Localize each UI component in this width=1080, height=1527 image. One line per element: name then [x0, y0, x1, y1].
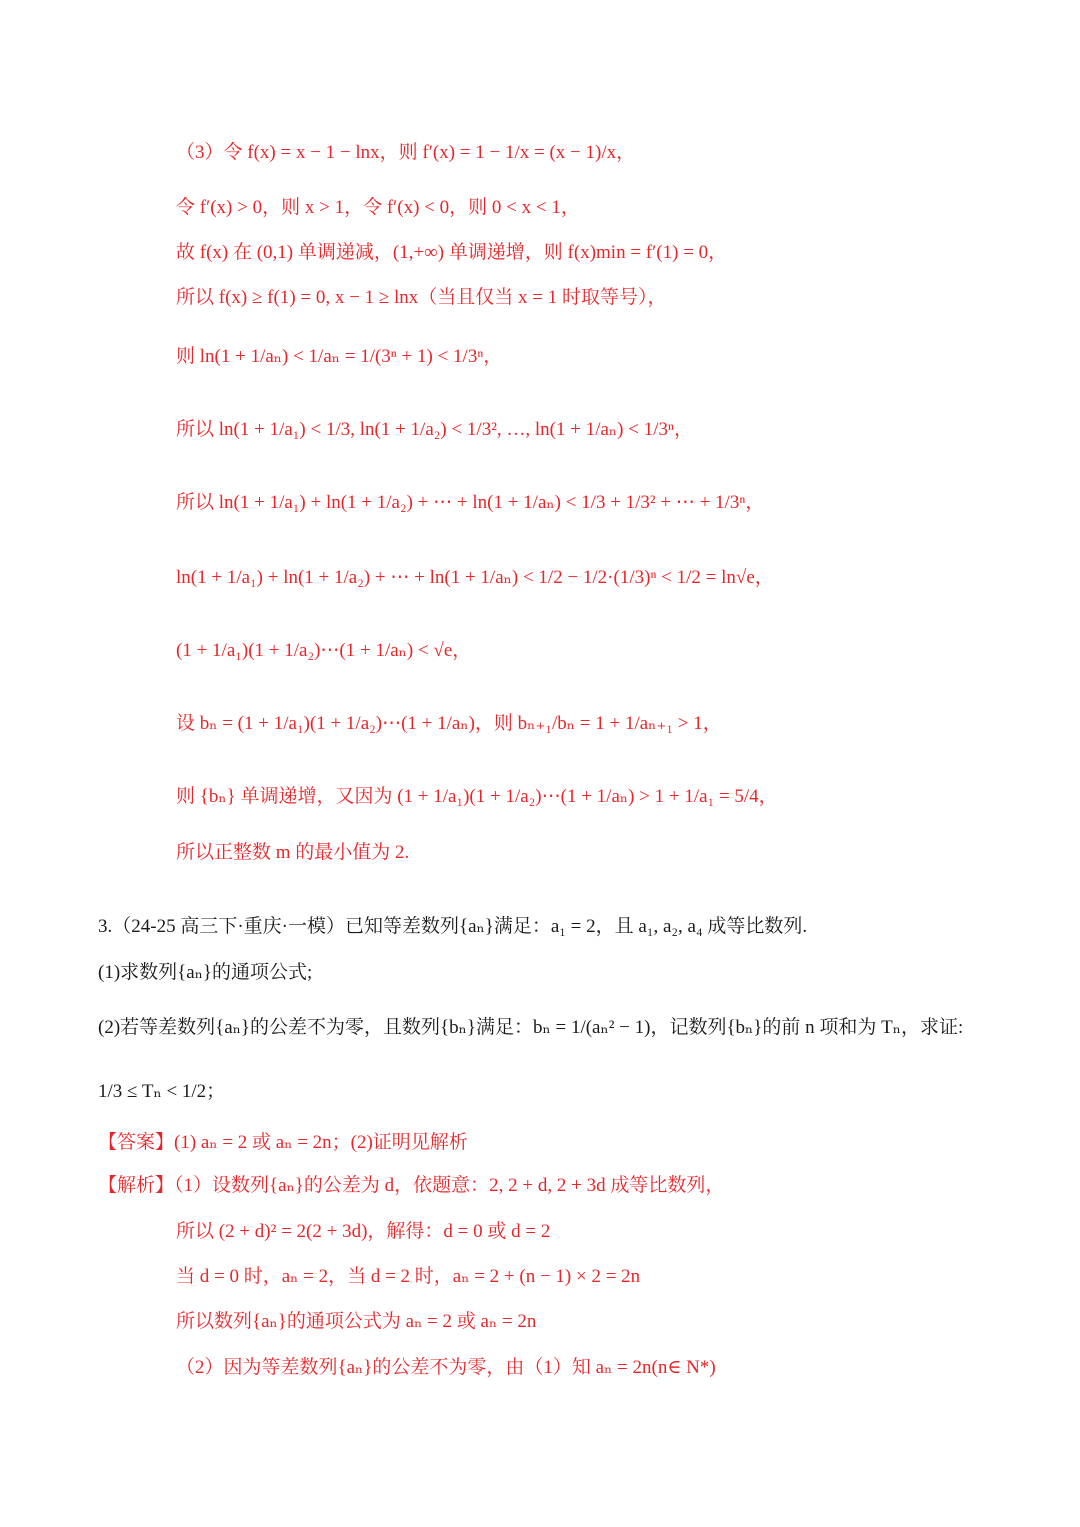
- solution-line-4: 所以 f(x) ≥ f(1) = 0, x − 1 ≥ lnx（当且仅当 x = 1 时取等号），: [176, 287, 667, 308]
- problem-question-1: (1)求数列{aₙ}的通项公式;: [98, 962, 313, 983]
- solution-line-3: 故 f(x) 在 (0,1) 单调递减，(1,+∞) 单调递增，则 f(x)min = f′(1) = 0，: [176, 242, 728, 263]
- analysis-line-2: 当 d = 0 时，aₙ = 2，当 d = 2 时，aₙ = 2 + (n − 1) × 2 = 2n: [176, 1266, 641, 1287]
- analysis-line-4: （2）因为等差数列{aₙ}的公差不为零，由（1）知 aₙ = 2n(n∈ N*): [176, 1357, 716, 1378]
- analysis-line-3: 所以数列{aₙ}的通项公式为 aₙ = 2 或 aₙ = 2n: [176, 1311, 537, 1332]
- analysis-first-line: [98, 1174, 724, 1198]
- problem-question-2: (2)若等差数列{aₙ}的公差不为零，且数列{bₙ}满足：bₙ = 1/(aₙ² − 1)，记数列{bₙ}的前 n 项和为 Tₙ，求证:: [98, 1017, 964, 1038]
- analysis-label: 【解析】: [98, 1175, 175, 1196]
- solution-line-2: 令 f′(x) > 0，则 x > 1，令 f′(x) < 0，则 0 < x < 1，: [176, 197, 580, 218]
- solution-line-8: ln(1 + 1/a₁) + ln(1 + 1/a₂) + ⋯ + ln(1 + 1/aₙ) < 1/2 − 1/2·(1/3)ⁿ < 1/2 = ln√e，: [176, 567, 774, 588]
- solution-line-7: 所以 ln(1 + 1/a₁) + ln(1 + 1/a₂) + ⋯ + ln(1 + 1/aₙ) < 1/3 + 1/3² + ⋯ + 1/3ⁿ，: [176, 492, 765, 513]
- analysis-first-text: （1）设数列{aₙ}的公差为 d，依题意：2, 2 + d, 2 + 3d 成等比数列，: [174, 1175, 725, 1196]
- analysis-line-1: 所以 (2 + d)² = 2(2 + 3d)，解得：d = 0 或 d = 2: [176, 1221, 551, 1242]
- solution-line-6: 所以 ln(1 + 1/a₁) < 1/3, ln(1 + 1/a₂) < 1/3², …, ln(1 + 1/aₙ) < 1/3ⁿ，: [176, 419, 693, 440]
- solution-line-11: 则 {bₙ} 单调递增，又因为 (1 + 1/a₁)(1 + 1/a₂)⋯(1 + 1/aₙ) > 1 + 1/a₁ = 5/4，: [176, 786, 778, 807]
- answer-label: 【答案】: [98, 1132, 175, 1153]
- answer-line: [98, 1131, 468, 1155]
- solution-line-9: (1 + 1/a₁)(1 + 1/a₂)⋯(1 + 1/aₙ) < √e，: [176, 640, 472, 661]
- problem-statement: 3.（24-25 高三下·重庆·一模）已知等差数列{aₙ}满足：a₁ = 2，且 a₁, a₂, a₄ 成等比数列.: [98, 916, 808, 937]
- solution-line-5: 则 ln(1 + 1/aₙ) < 1/aₙ = 1/(3ⁿ + 1) < 1/3ⁿ，: [176, 346, 503, 367]
- answer-text: (1) aₙ = 2 或 aₙ = 2n；(2)证明见解析: [174, 1132, 468, 1153]
- solution-line-10: 设 bₙ = (1 + 1/a₁)(1 + 1/a₂)⋯(1 + 1/aₙ)，则 bₙ₊₁/bₙ = 1 + 1/aₙ₊₁ > 1，: [176, 713, 722, 734]
- solution-line-12: 所以正整数 m 的最小值为 2.: [176, 842, 410, 863]
- solution-line-1: （3）令 f(x) = x − 1 − lnx，则 f′(x) = 1 − 1/x = (x − 1)/x，: [176, 142, 636, 163]
- problem-question-2-cont: 1/3 ≤ Tₙ < 1/2；: [98, 1081, 226, 1102]
